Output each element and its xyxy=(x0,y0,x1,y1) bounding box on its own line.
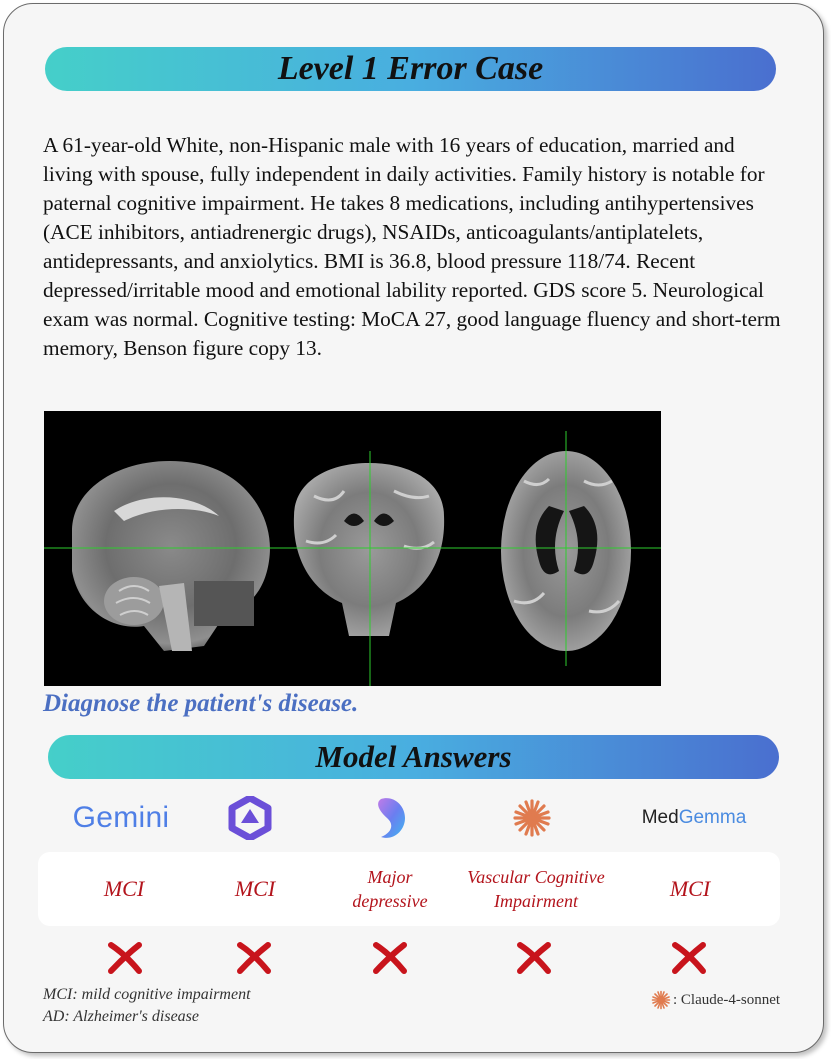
sagittal-slice xyxy=(72,461,270,651)
answer-claude-line2: Impairment xyxy=(494,891,578,911)
answer-medgemma: MCI xyxy=(669,876,711,901)
wrong-x-icon xyxy=(515,940,553,976)
gemini-logo xyxy=(62,795,180,841)
wrong-x-icon xyxy=(235,940,273,976)
answer-claude-line1: Vascular Cognitive xyxy=(467,867,605,887)
title-banner xyxy=(45,47,776,91)
legend-label: : Claude-4-sonnet xyxy=(673,991,781,1008)
gpt-logo xyxy=(369,795,413,841)
legend-claude xyxy=(651,990,780,1010)
answer-gpt-line2: depressive xyxy=(352,891,428,911)
medgemma-logo xyxy=(628,795,760,841)
claude-logo xyxy=(510,795,554,841)
wrong-x-icon xyxy=(106,940,144,976)
answer-gpt xyxy=(330,852,450,926)
wrong-x-icon xyxy=(371,940,409,976)
wrong-x-icon xyxy=(670,940,708,976)
answer-gemini: MCI xyxy=(103,876,145,901)
mri-scan-image xyxy=(44,411,661,686)
gemini-logo-text: Gemini xyxy=(72,801,170,834)
answer-claude xyxy=(448,852,624,926)
answer-gpt-line1: Major xyxy=(367,867,413,887)
medgemma-logo-text-gemma: Gemma xyxy=(678,807,747,828)
coronal-slice xyxy=(294,463,444,636)
claude-legend-icon xyxy=(651,990,671,1010)
qwen-logo xyxy=(225,795,275,841)
footnote-mci: MCI: mild cognitive impairment xyxy=(43,986,251,1003)
case-description: A 61-year-old White, non-Hispanic male with 16 years of education, married and living with spouse, fully independent in daily activities. Family history is notable for paternal cognitive impairment. He takes 8 medications, including antihypertensives (ACE inhibitors, antiadrenergic drugs), NSAIDs, anticoagulants/antiplatelets, antidepressants, and anxiolytics. BMI is 36.8, blood pressure 118/74. Recent depressed/irritable mood and emotional lability reported. GDS score 5. Neurological exam was normal. Cognitive testing: MoCA 27, good language fluency and short-term memory, Benson figure copy 13. xyxy=(43,133,781,360)
medgemma-logo-text-med: Med xyxy=(641,807,679,828)
page-title: Level 1 Error Case xyxy=(277,50,544,87)
answer-qwen: MCI xyxy=(234,876,276,901)
question-prompt: Diagnose the patient's disease. xyxy=(43,690,359,717)
footnote-ad: AD: Alzheimer's disease xyxy=(43,1008,199,1025)
answers-banner xyxy=(48,735,779,779)
answers-header: Model Answers xyxy=(315,739,512,774)
